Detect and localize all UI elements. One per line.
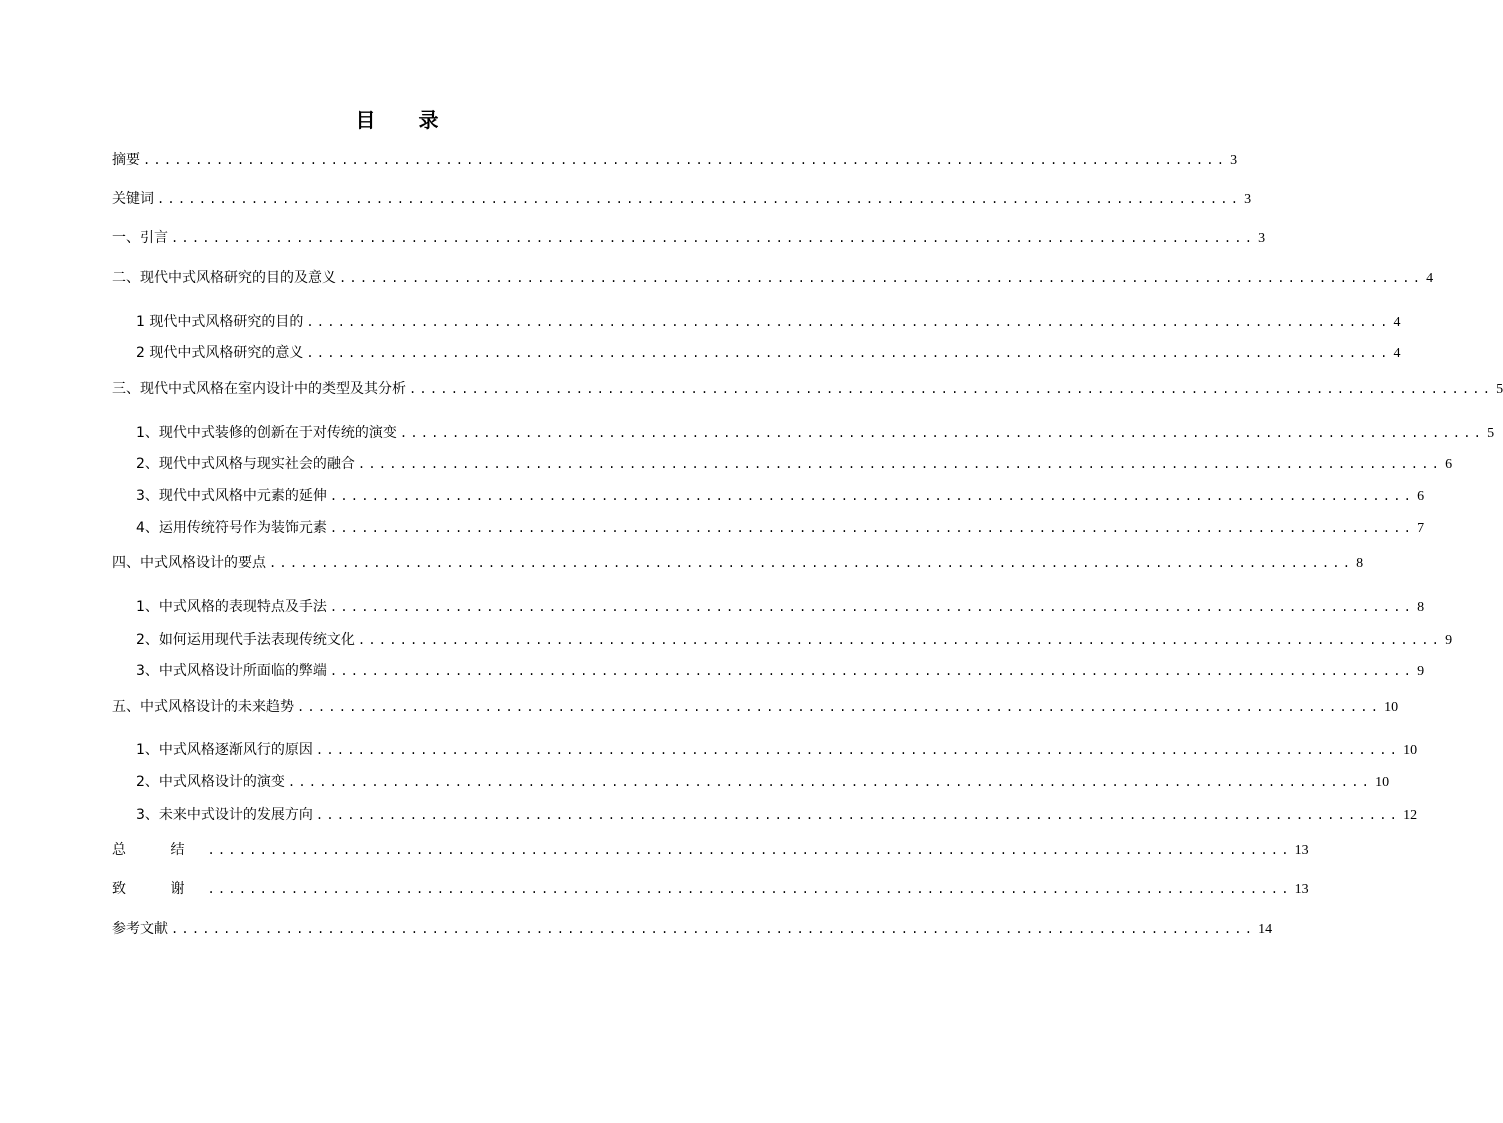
toc-entry-label: 1 现代中式风格研究的目的 <box>136 314 304 330</box>
toc-entry[interactable] <box>112 697 1399 717</box>
toc-entry[interactable] <box>136 805 1418 825</box>
toc-entry[interactable] <box>112 919 1273 939</box>
toc-entry[interactable] <box>112 879 1309 899</box>
toc-entry-page: 5 <box>1487 426 1495 441</box>
toc-entry-label: 1、现代中式装修的创新在于对传统的演变 <box>136 425 397 441</box>
toc-entry[interactable] <box>136 312 1401 332</box>
toc-entry-page: 4 <box>1393 315 1401 330</box>
toc-entry[interactable] <box>112 553 1364 573</box>
toc-entry-label: 1、中式风格的表现特点及手法 <box>136 599 327 615</box>
toc-leader-dots: ........................................................................................................ <box>306 346 1391 360</box>
toc-leader-dots: ........................................................................................................ <box>329 489 1415 503</box>
toc-entry-label: 摘要 <box>112 152 140 168</box>
toc-leader-dots: ........................................................................................................ <box>269 556 1354 570</box>
toc-leader-dots: ........................................................................................................ <box>157 192 1242 206</box>
toc-leader-dots: ........................................................................................................ <box>287 775 1373 789</box>
toc-entry[interactable] <box>136 343 1401 363</box>
toc-entry-label: 二、现代中式风格研究的目的及意义 <box>112 270 336 286</box>
page-title: 目 录 <box>355 108 457 132</box>
toc-entry-label: 3、中式风格设计所面临的弊端 <box>136 663 327 679</box>
toc-entry-label: 四、中式风格设计的要点 <box>112 555 266 571</box>
toc-leader-dots: ........................................................................................................ <box>297 700 1382 714</box>
toc-entry-page: 8 <box>1417 600 1425 615</box>
toc-entry-page: 3 <box>1230 153 1238 168</box>
toc-entry-page: 6 <box>1417 489 1425 504</box>
toc-entry-page: 13 <box>1294 843 1309 858</box>
toc-entry[interactable] <box>136 597 1425 617</box>
toc-entry-page: 9 <box>1417 664 1425 679</box>
toc-entry-label: 2 现代中式风格研究的意义 <box>136 345 304 361</box>
toc-entry-page: 14 <box>1258 922 1273 937</box>
toc-leader-dots: ........................................................................................................ <box>315 743 1401 757</box>
toc-entry[interactable] <box>136 661 1425 681</box>
toc-entry-page: 3 <box>1258 231 1266 246</box>
toc-leader-dots: ........................................................................................................ <box>171 231 1256 245</box>
toc-leader-dots: ........................................................................................................ <box>329 664 1415 678</box>
toc-entry-page: 4 <box>1426 271 1434 286</box>
toc-leader-dots: ........................................................................................................ <box>409 382 1494 396</box>
toc-entry-label: 1、中式风格逐渐风行的原因 <box>136 742 313 758</box>
toc-entry-page: 10 <box>1384 700 1399 715</box>
toc-entry-label: 3、现代中式风格中元素的延伸 <box>136 488 327 504</box>
toc-entry-page: 3 <box>1244 192 1252 207</box>
toc-entry[interactable] <box>112 840 1309 860</box>
toc-entry-label: 2、如何运用现代手法表现传统文化 <box>136 632 355 648</box>
toc-entry-page: 13 <box>1294 882 1309 897</box>
toc-entry-page: 5 <box>1496 382 1503 397</box>
toc-entry-label: 2、中式风格设计的演变 <box>136 774 285 790</box>
toc-leader-dots: ........................................................................................................ <box>143 153 1228 167</box>
toc-leader-dots: ........................................................................................................ <box>339 271 1424 285</box>
toc-leader-dots: ........................................................................................................ <box>306 315 1391 329</box>
toc-leader-dots: ........................................................................................................ <box>399 426 1485 440</box>
toc-entry-label: 3、未来中式设计的发展方向 <box>136 807 313 823</box>
toc-entry[interactable] <box>112 379 1503 399</box>
toc-entry-page: 9 <box>1445 633 1453 648</box>
toc-leader-dots: ........................................................................................................ <box>329 600 1415 614</box>
toc-entry[interactable] <box>136 423 1495 443</box>
toc-entry-page: 6 <box>1445 457 1453 472</box>
toc-entry-label: 4、运用传统符号作为装饰元素 <box>136 520 327 536</box>
toc-entry-page: 4 <box>1393 346 1401 361</box>
toc-entry-page: 7 <box>1417 521 1425 536</box>
toc-entry-page: 10 <box>1403 743 1418 758</box>
toc-entry[interactable] <box>136 486 1425 506</box>
toc-entry[interactable] <box>112 189 1252 209</box>
toc-entry[interactable] <box>136 518 1425 538</box>
toc-entry-page: 12 <box>1403 808 1418 823</box>
toc-entry[interactable] <box>112 150 1238 170</box>
toc-entry-label: 总 结 <box>112 842 205 858</box>
toc-leader-dots: ........................................................................................................ <box>357 457 1443 471</box>
toc-entry-page: 8 <box>1356 556 1364 571</box>
toc-entry-label: 五、中式风格设计的未来趋势 <box>112 699 294 715</box>
toc-leader-dots: ........................................................................................................ <box>207 843 1292 857</box>
toc-entry[interactable] <box>112 228 1266 248</box>
toc-leader-dots: ........................................................................................................ <box>315 808 1401 822</box>
toc-entry-label: 三、现代中式风格在室内设计中的类型及其分析 <box>112 381 406 397</box>
toc-leader-dots: ........................................................................................................ <box>171 922 1256 936</box>
toc-entry[interactable] <box>136 772 1390 792</box>
toc-leader-dots: ........................................................................................................ <box>357 633 1443 647</box>
toc-leader-dots: ........................................................................................................ <box>207 882 1292 896</box>
toc-entry[interactable] <box>136 740 1418 760</box>
toc-entry-label: 关键词 <box>112 191 154 207</box>
toc-leader-dots: ........................................................................................................ <box>329 521 1415 535</box>
toc-entry-label: 致 谢 <box>112 881 205 897</box>
toc-entry[interactable] <box>136 454 1453 474</box>
toc-entry-label: 一、引言 <box>112 230 168 246</box>
toc-entry[interactable] <box>136 630 1453 650</box>
toc-entry-page: 10 <box>1375 775 1390 790</box>
toc-entry[interactable] <box>112 268 1434 288</box>
toc-entry-label: 2、现代中式风格与现实社会的融合 <box>136 456 355 472</box>
toc-entry-label: 参考文献 <box>112 921 168 937</box>
